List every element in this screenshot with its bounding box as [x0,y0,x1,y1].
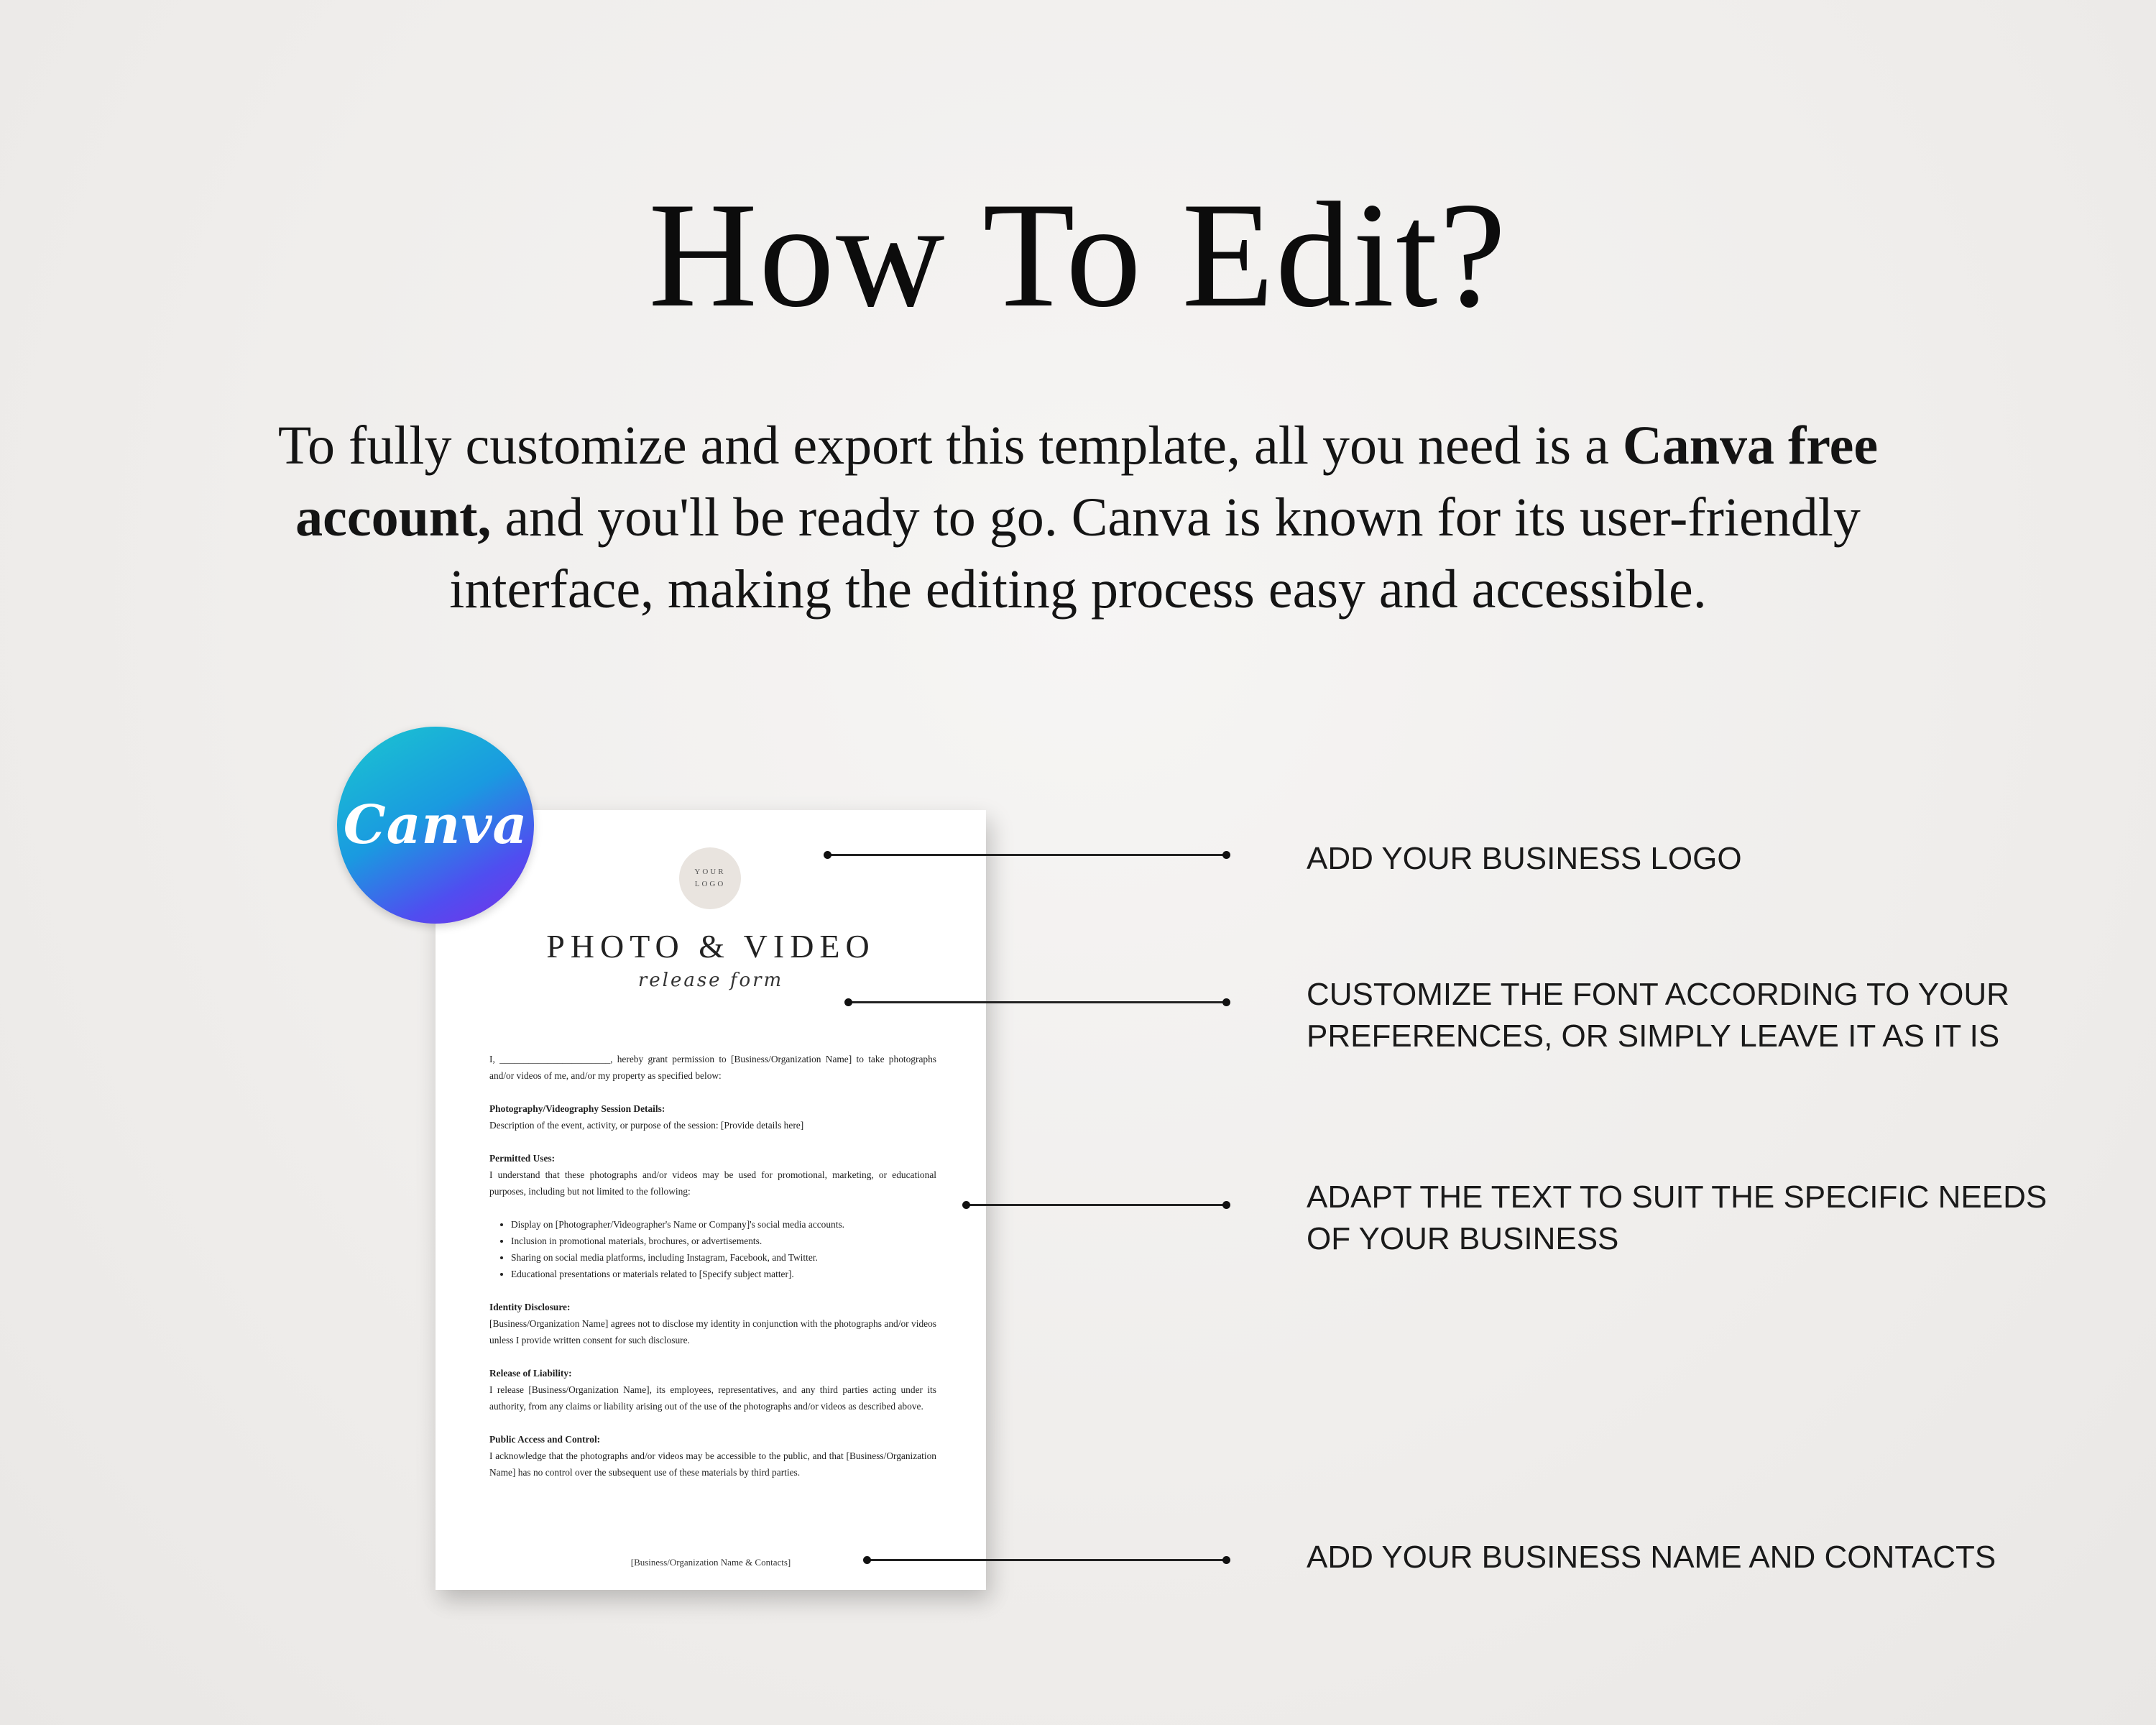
document-body [489,1051,936,1497]
connector-text [966,1204,1227,1206]
list-item: • Display on [Photographer/Videographer's Name or Company]'s social media accounts. [511,1216,936,1233]
document-subtitle: release form [637,970,784,991]
section-heading: Photography/Videography Session Details: [489,1103,665,1114]
logo-placeholder-line2: LOGO [694,880,726,888]
section-heading: Permitted Uses: [489,1153,556,1164]
permitted-uses-list [489,1216,936,1282]
connector-logo [827,854,1227,856]
list-item: • Inclusion in promotional materials, brochures, or advertisements. [511,1233,936,1249]
section-heading: Release of Liability: [489,1368,572,1379]
document-intro: I, _______________________, hereby grant permission to [Business/Organization Name] to take photographs and/or videos of me, and/or my property as specified below: [489,1054,936,1081]
intro-text-bold: Canva free account, [295,415,1879,548]
callout-text: ADAPT THE TEXT TO SUIT THE SPECIFIC NEEDS OF YOUR BUSINESS [1307,1179,2047,1256]
intro-paragraph [259,410,1897,625]
document-section [489,1100,936,1133]
callout-font: CUSTOMIZE THE FONT ACCORDING TO YOUR PREFERENCES, OR SIMPLY LEAVE IT AS IT IS [1307,977,2009,1054]
logo-placeholder [679,847,741,909]
list-item: • Sharing on social media platforms, including Instagram, Facebook, and Twitter. [511,1249,936,1266]
section-text: I acknowledge that the photographs and/or videos may be accessible to the public, and that [Business/Organization Name] has no control over the subsequent use of these materials by third parties. [489,1450,936,1478]
section-heading: Public Access and Control: [489,1434,601,1445]
logo-placeholder-line1: YOUR [694,868,726,876]
callout-logo: ADD YOUR BUSINESS LOGO [1307,841,1742,876]
canva-logo [337,727,534,924]
page-heading: How To Edit? [648,172,1508,339]
intro-text-start: To fully customize and export this template, all you need is a [277,415,1623,476]
document-preview [436,810,986,1590]
section-text: [Business/Organization Name] agrees not to disclose my identity in conjunction with the photographs and/or videos unless I provide written consent for such disclosure. [489,1318,936,1346]
callout-contacts: ADD YOUR BUSINESS NAME AND CONTACTS [1307,1540,1996,1575]
connector-contacts [867,1559,1227,1561]
document-section [489,1150,936,1200]
intro-text-end: and you'll be ready to go. Canva is known for its user-friendly interface, making the editing process easy and accessible. [449,487,1861,620]
canva-logo-text: Canva [343,794,528,856]
document-section [489,1431,936,1481]
list-item: • Educational presentations or materials related to [Specify subject matter]. [511,1266,936,1282]
section-text: Description of the event, activity, or purpose of the session: [Provide details here] [489,1120,804,1131]
section-text: I understand that these photographs and/or videos may be used for promotional, marketing, or educational purposes, including but not limited to the following: [489,1169,936,1197]
document-section [489,1365,936,1414]
document-section [489,1299,936,1348]
connector-font [848,1001,1227,1003]
section-text: I release [Business/Organization Name], its employees, representatives, and any third parties acting under its authority, from any claims or liability arising out of the use of the photographs and/or videos as described above. [489,1384,936,1412]
document-title: PHOTO & VIDEO [546,928,875,965]
document-footer: [Business/Organization Name & Contacts] [630,1557,791,1568]
section-heading: Identity Disclosure: [489,1302,571,1312]
